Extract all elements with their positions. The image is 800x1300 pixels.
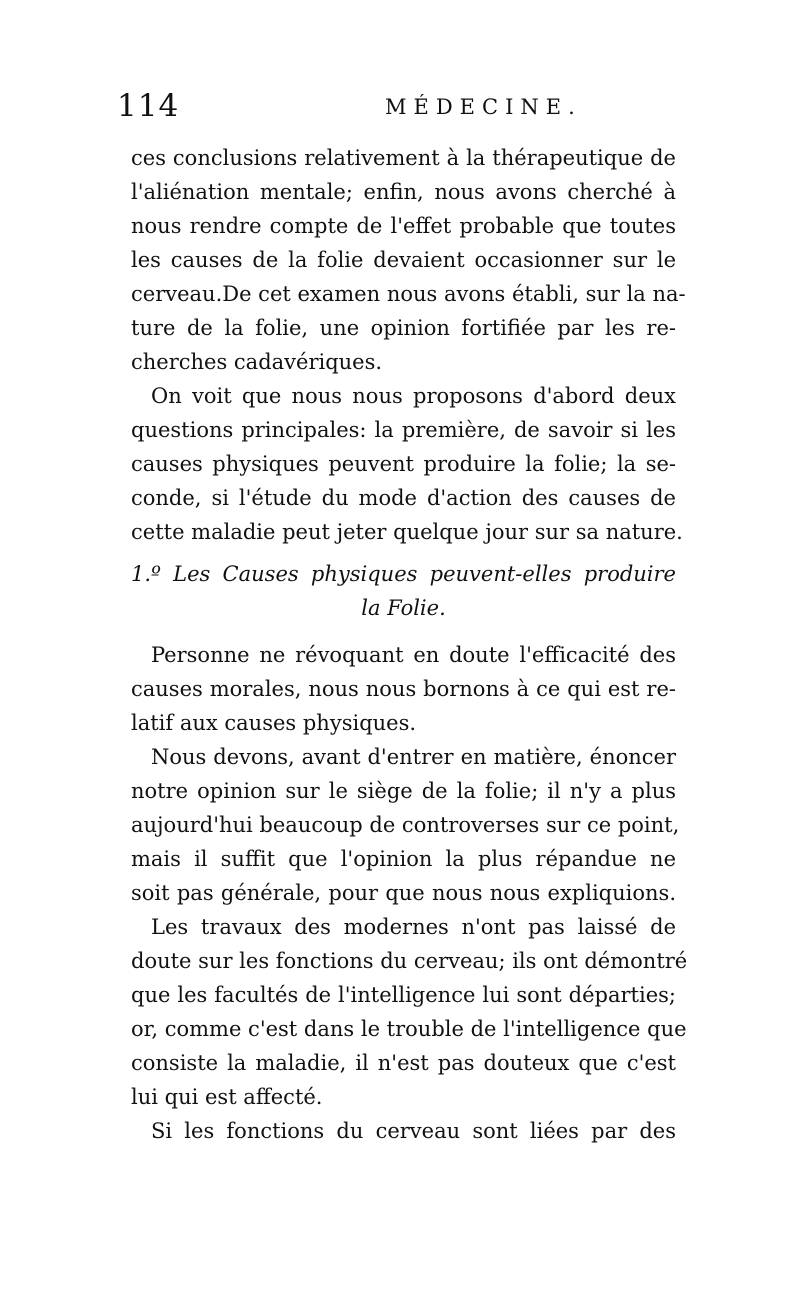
text-line: consiste la maladie, il n'est pas douteux que c'est [131,1051,676,1075]
text-line: nous rendre compte de l'effet probable que toutes [131,214,676,238]
text-line: que les facultés de l'intelligence lui sont départies; [131,983,676,1007]
text-line: aujourd'hui beaucoup de controverses sur ce point, [131,813,680,837]
text-line: ces conclusions relativement à la thérapeutique de [131,146,676,170]
running-title: MÉDECINE. [385,95,582,119]
running-head [117,88,687,138]
text-line: conde, si l'étude du mode d'action des causes de [131,486,676,510]
text-line: soit pas générale, pour que nous nous expliquions. [131,881,676,905]
text-line: Les travaux des modernes n'ont pas laissé de [151,915,676,939]
text-line: ture de la folie, une opinion fortifiée par les re- [131,316,676,340]
text-line: On voit que nous nous proposons d'abord deux [151,384,676,408]
text-line: lui qui est affecté. [131,1085,323,1109]
text-line: cerveau.De cet examen nous avons établi, sur la na- [131,282,686,306]
text-line: Si les fonctions du cerveau sont liées par des [151,1119,676,1143]
text-line: causes morales, nous nous bornons à ce qui est re- [131,677,676,701]
text-line: les causes de la folie devaient occasionner sur le [131,248,676,272]
section-heading-continued: la Folie. [361,596,446,620]
text-line: or, comme c'est dans le trouble de l'intelligence que [131,1017,687,1041]
text-line: cherches cadavériques. [131,350,383,374]
text-line: mais il suffit que l'opinion la plus répandue ne [131,847,676,871]
text-line: cette maladie peut jeter quelque jour sur sa nature. [131,520,683,544]
page-number: 114 [117,88,180,124]
text-line: latif aux causes physiques. [131,711,417,735]
text-line: doute sur les fonctions du cerveau; ils ont démontré [131,949,688,973]
text-line: questions principales: la première, de savoir si les [131,418,676,442]
text-line: causes physiques peuvent produire la folie; la se- [131,452,676,476]
text-line: Personne ne révoquant en doute l'efficacité des [151,643,676,667]
section-heading: 1.º Les Causes physiques peuvent-elles produire [131,562,676,586]
text-line: Nous devons, avant d'entrer en matière, énoncer [151,745,676,769]
text-line: notre opinion sur le siège de la folie; il n'y a plus [131,779,676,803]
text-line: l'aliénation mentale; enfin, nous avons cherché à [131,180,676,204]
